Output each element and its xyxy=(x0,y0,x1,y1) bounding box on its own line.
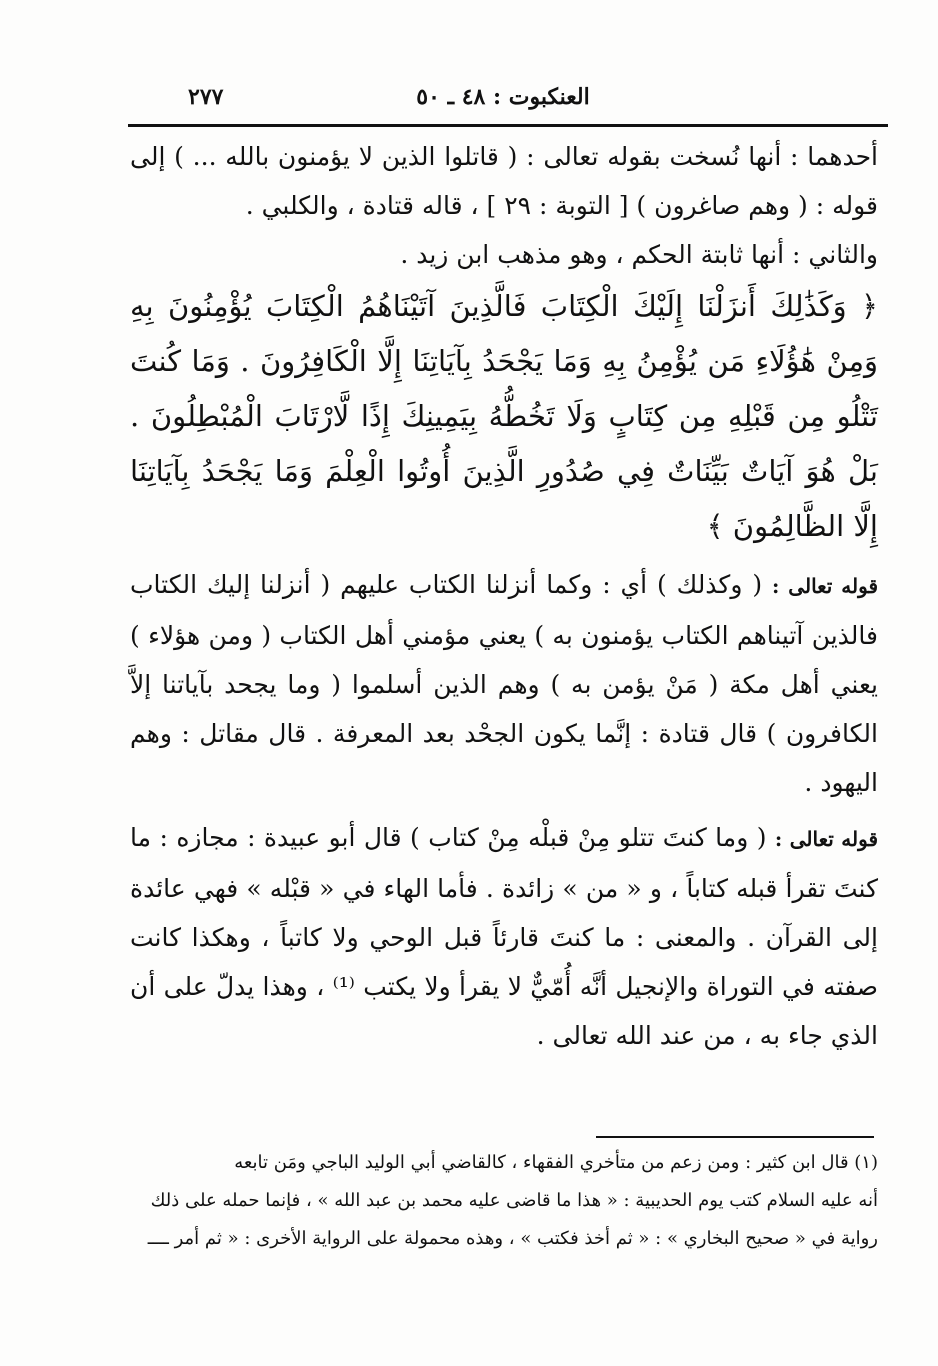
commentary-paragraph-2 xyxy=(130,813,878,1060)
commentary-lead-label: قوله تعالى : xyxy=(772,574,879,598)
footnotes xyxy=(126,1144,878,1258)
quran-verse-block: ﴿ وَكَذَٰلِكَ أَنزَلْنَا إِلَيْكَ الْكِتَابَ فَالَّذِينَ آتَيْنَاهُمُ الْكِتَابَ يُؤْمِنُونَ بِهِ وَمِنْ هَٰؤُلَاءِ مَن يُؤْمِنُ بِهِ وَمَا يَجْحَدُ بِآيَاتِنَا إِلَّا الْكَافِرُونَ . وَمَا كُنتَ تَتْلُو مِن قَبْلِهِ مِن كِتَابٍ وَلَا تَخُطُّهُ بِيَمِينِكَ إِذًا لَّارْتَابَ الْمُبْطِلُونَ . بَلْ هُوَ آيَاتٌ بَيِّنَاتٌ فِي صُدُورِ الَّذِينَ أُوتُوا الْعِلْمَ وَمَا يَجْحَدُ بِآيَاتِنَا إِلَّا الظَّالِمُونَ ﴾ xyxy=(130,289,878,543)
surah-verse-range-title: العنكبوت : ٤٨ ـ ٥٠ xyxy=(416,84,590,110)
running-header xyxy=(128,82,878,122)
footnote-line: (١) قال ابن كثير : ومن زعم من متأخري الفقهاء ، كالقاضي أبي الوليد الباجي ومَن تابعه xyxy=(234,1152,878,1173)
commentary-text: ( وما كنتَ تتلو مِنْ قبلْه مِنْ كتاب ) قال أبو عبيدة : مجازه : ما كنتَ تقرأ قبله كتاباً ، و « من » زائدة . فأما الهاء في « قبْله » فهي عائدة إلى القرآن . والمعنى : ما كنتَ قارئاً قبل الوحي ولا كاتباً ، وهكذا كانت صفته في التوراة والإنجيل أنَّه أُمّيٌّ لا يقرأ ولا يكتب ⁽¹⁾ ، وهذا يدلّ على أن الذي جاء به ، من عند الله تعالى . xyxy=(130,823,878,1050)
commentary-paragraph-1 xyxy=(130,560,878,807)
footnote-divider xyxy=(596,1136,874,1138)
commentary-text: ( وكذلك ) أي : وكما أنزلنا الكتاب عليهم ( أنزلنا إليك الكتاب فالذين آتيناهم الكتاب يؤمنون به ) يعني مؤمني أهل الكتاب ( ومن هؤلاء ) يعني أهل مكة ( مَنْ يؤمن به ) وهم الذين أسلموا ( وما يجحد بآياتنا إلاَّ الكافرون ) قال قتادة : إنَّما يكون الجحْد بعد المعرفة . قال مقاتل : وهم اليهود . xyxy=(130,570,878,797)
commentary-lead-label: قوله تعالى : xyxy=(774,827,879,851)
main-text xyxy=(130,132,878,1060)
footnote-line: رواية في « صحيح البخاري » : « ثم أخذ فكتب » ، وهذه محمولة على الرواية الأخرى : « ثم أمر ــــ xyxy=(147,1228,878,1249)
paragraph-abrogation-second-opinion: والثاني : أنها ثابتة الحكم ، وهو مذهب ابن زيد . xyxy=(400,240,878,269)
paragraph-abrogation-first-opinion: أحدهما : أنها نُسخت بقوله تعالى : ( قاتلوا الذين لا يؤمنون بالله ... ) إلى قوله : ( وهم صاغرون ) [ التوبة : ٢٩ ] ، قاله قتادة ، والكلبي . xyxy=(130,142,878,220)
header-divider xyxy=(128,124,888,127)
footnote-line: أنه عليه السلام كتب يوم الحديبية : « هذا ما قاضى عليه محمد بن عبد الله » ، فإنما حمله على ذلك xyxy=(150,1190,878,1211)
page-number: ٢٧٧ xyxy=(188,84,224,110)
